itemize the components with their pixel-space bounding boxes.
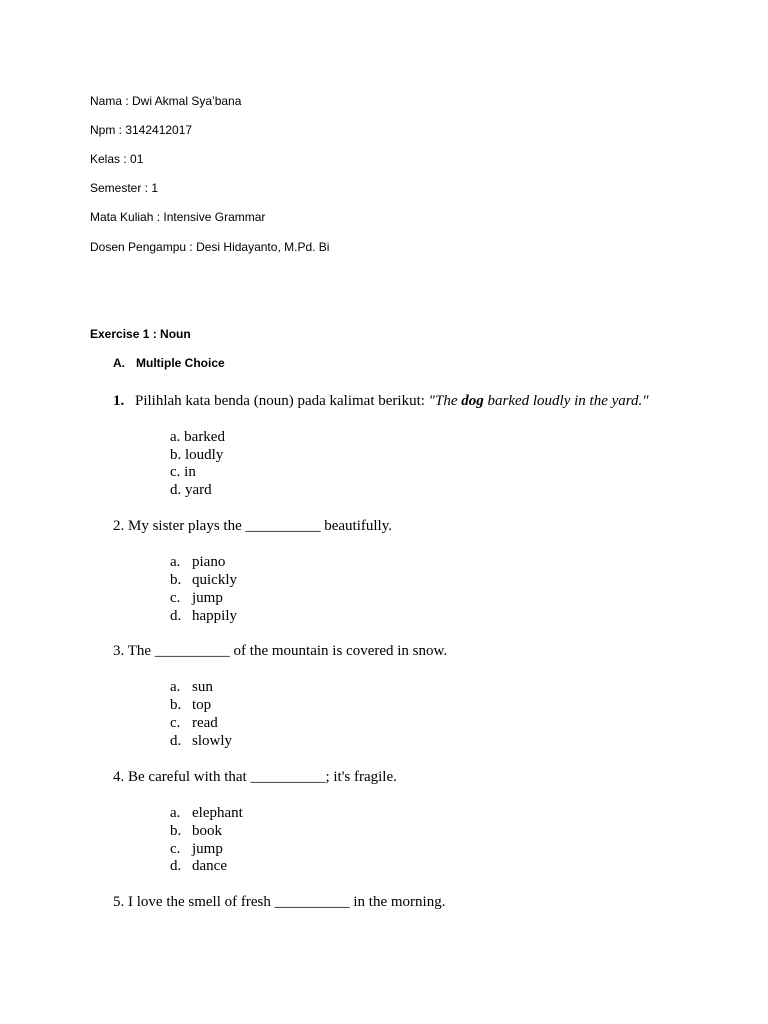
option-item [170,679,213,696]
option-letter: c. [170,841,181,857]
option-text: piano [192,554,226,570]
student-name: Nama : Dwi Akmal Sya’bana [90,94,242,108]
question-5: 5. I love the smell of fresh __________ in the morning. [113,894,446,910]
option-letter: a. [170,805,181,821]
option-letter: d. [170,858,182,874]
option-text: quickly [192,572,237,588]
option-text: book [192,823,222,839]
lecturer-name: Dosen Pengampu : Desi Hidayanto, M.Pd. Bi [90,240,330,254]
option-letter: c. [170,590,181,606]
option-letter: c. [170,715,181,731]
option-letter: a. [170,679,181,695]
option-text: jump [192,590,223,606]
option-item: c. in [170,464,196,480]
section-title: Multiple Choice [136,356,225,370]
question-quote-close: barked loudly in the yard." [483,393,649,409]
exercise-title: Exercise 1 : Noun [90,327,191,341]
question-number: 1. [113,393,125,409]
option-item [170,697,211,714]
student-class: Kelas : 01 [90,152,144,166]
option-letter: b. [170,823,182,839]
section-letter: A. [113,356,125,370]
option-item [170,733,232,750]
question-quote-open: "The [428,393,462,409]
option-item [170,841,223,858]
option-letter: d. [170,733,182,749]
option-text: sun [192,679,213,695]
option-text: elephant [192,805,243,821]
section-heading [113,356,225,370]
option-item [170,858,227,875]
question-text: Pilihlah kata benda (noun) pada kalimat berikut: [135,393,429,409]
question-3: 3. The __________ of the mountain is covered in snow. [113,643,448,659]
option-text: read [192,715,218,731]
course-name: Mata Kuliah : Intensive Grammar [90,210,266,224]
question-4: 4. Be careful with that __________; it's fragile. [113,769,397,785]
option-item [170,554,225,571]
option-item: d. yard [170,482,212,498]
student-semester: Semester : 1 [90,181,159,195]
option-item: a. barked [170,429,225,445]
option-item [170,572,237,589]
option-letter: b. [170,572,182,588]
option-text: top [192,697,212,713]
option-item: b. loudly [170,447,224,463]
option-item [170,590,223,607]
question-2: 2. My sister plays the __________ beautifully. [113,518,392,534]
option-item [170,715,218,732]
option-text: dance [192,858,227,874]
option-text: happily [192,608,237,624]
question-1 [113,393,649,410]
option-item [170,805,243,822]
option-letter: a. [170,554,181,570]
option-letter: d. [170,608,182,624]
option-letter: b. [170,697,182,713]
option-item [170,823,222,840]
question-quote-bold: dog [461,393,484,409]
option-text: slowly [192,733,233,749]
option-item [170,608,237,625]
student-npm: Npm : 3142412017 [90,123,193,137]
option-text: jump [192,841,223,857]
